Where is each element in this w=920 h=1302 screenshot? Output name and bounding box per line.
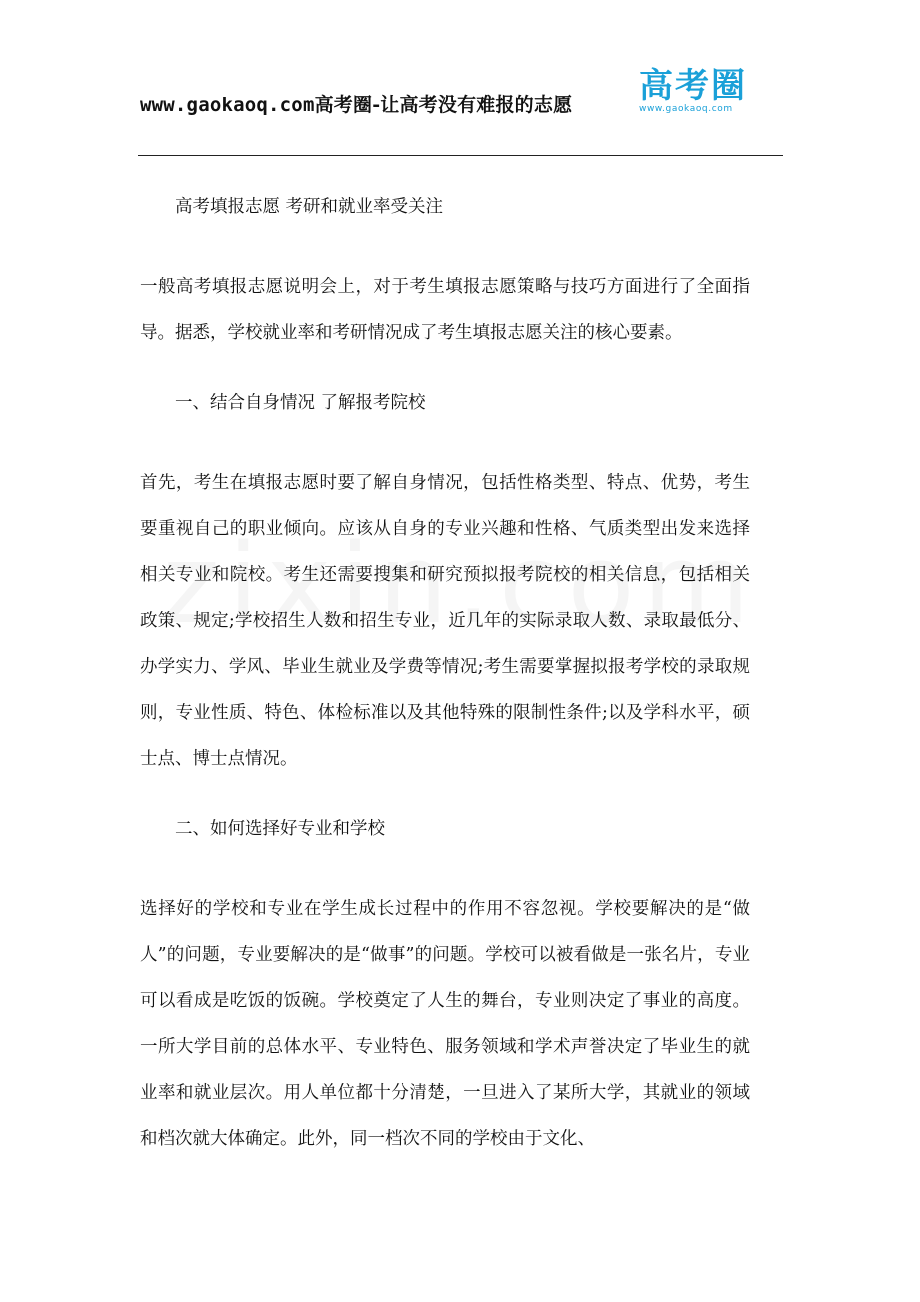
article-body [140,190,750,1162]
site-tagline: 高考圈-让高考没有难报的志愿 [314,94,573,116]
site-url[interactable]: www.gaokaoq.com [140,94,315,116]
section-paragraph-2: 选择好的学校和专业在学生成长过程中的作用不容忽视。学校要解决的是“做人”的问题，专业要解决的是“做事”的问题。学校可以被看做是一张名片，专业可以看成是吃饭的饭碗。学校奠定了人生的舞台，专业则决定了事业的高度。一所大学目前的总体水平、专业特色、服务领域和学术声誉决定了毕业生的就业率和就业层次。用人单位都十分清楚，一旦进入了某所大学，其就业的领域和档次就大体确定。此外，同一档次不同的学校由于文化、 [140,899,750,1149]
site-logo [637,66,761,116]
section-paragraph-1: 首先，考生在填报志愿时要了解自身情况，包括性格类型、特点、优势，考生要重视自己的职业倾向。应该从自身的专业兴趣和性格、气质类型出发来选择相关专业和院校。考生还需要搜集和研究预拟报考院校的相关信息，包括相关政策、规定;学校招生人数和招生专业，近几年的实际录取人数、录取最低分、办学实力、学风、毕业生就业及学费等情况;考生需要掌握拟报考学校的录取规则，专业性质、特色、体检标准以及其他特殊的限制性条件;以及学科水平，硕士点、博士点情况。 [140,473,750,769]
header-divider [138,155,783,156]
section-heading-1: 一、结合自身情况 了解报考院校 [175,393,426,413]
article-title: 高考填报志愿 考研和就业率受关注 [175,197,444,217]
intro-paragraph: 一般高考填报志愿说明会上，对于考生填报志愿策略与技巧方面进行了全面指导。据悉，学校就业率和考研情况成了考生填报志愿关注的核心要素。 [140,277,750,343]
logo-text: 高考圈 [639,66,747,106]
header-title [140,90,572,117]
page-header [140,64,783,156]
section-heading-2: 二、如何选择好专业和学校 [175,819,385,839]
logo-url: www.gaokaoq.com [639,104,733,114]
